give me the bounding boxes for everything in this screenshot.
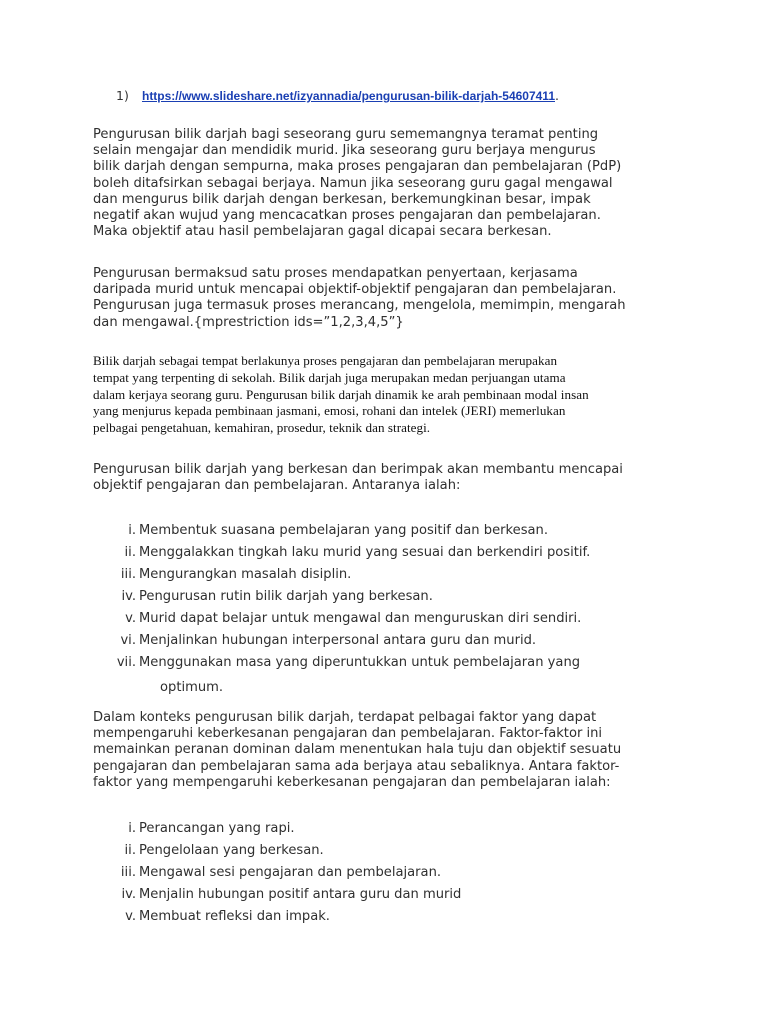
list-item [96, 587, 696, 609]
paragraph-line: Maka objektif atau hasil pembelajaran gagal dicapai secara berkesan. [93, 224, 552, 240]
list-numeral: ii. [124, 545, 136, 560]
reference-number: 1) [116, 88, 129, 103]
list-item-text: Menjalin hubungan positif antara guru dan murid [139, 887, 462, 902]
list-numeral: v. [125, 909, 136, 924]
reference-line [116, 88, 559, 103]
paragraph-line: yang menjurus kepada pembinaan jasmani, emosi, rohani dan intelek (JERI) memerlukan [93, 403, 566, 419]
list-item-text: Membentuk suasana pembelajaran yang positif dan berkesan. [139, 523, 549, 538]
list-item-continuation: optimum. [160, 680, 224, 695]
paragraph-line: pengajaran dan pembelajaran sama ada berjaya atau sebaliknya. Antara faktor- [93, 758, 620, 774]
list-item [96, 885, 696, 907]
list-numeral: iv. [121, 589, 136, 604]
list-numeral: vii. [116, 655, 136, 670]
list-item [96, 819, 696, 841]
list-numeral: ii. [124, 843, 136, 858]
paragraph-line: Pengurusan bilik darjah bagi seseorang guru sememangnya teramat penting [93, 127, 599, 142]
reference-link[interactable]: https://www.slideshare.net/izyannadia/pengurusan-bilik-darjah-54607411 [141, 89, 555, 103]
list-item [96, 863, 696, 885]
paragraph-line: daripada murid untuk mencapai objektif-objektif pengajaran dan pembelajaran. [93, 282, 617, 298]
list-item [96, 543, 696, 565]
list-numeral: vi. [120, 633, 136, 648]
list-item [96, 521, 696, 543]
list-item-text: Mengurangkan masalah disiplin. [139, 567, 352, 582]
list-item [96, 841, 696, 863]
paragraph-line: selain mengajar dan mendidik murid. Jika seseorang guru berjaya mengurus [93, 143, 596, 159]
factors-list [96, 819, 696, 929]
objectives-list [96, 521, 696, 697]
list-item-text: Pengurusan rutin bilik darjah yang berkesan. [139, 589, 433, 604]
list-item [96, 631, 696, 653]
list-item-text: Menjalinkan hubungan interpersonal antara guru dan murid. [139, 633, 537, 648]
paragraph-line: dalam kerjaya seorang guru. Pengurusan bilik darjah dinamik ke arah pembinaan modal insan [93, 386, 589, 402]
list-item-text: Pengelolaan yang berkesan. [139, 843, 324, 858]
paragraph-line: negatif akan wujud yang mencacatkan proses pengajaran dan pembelajaran. [93, 208, 601, 224]
list-item-text: Perancangan yang rapi. [139, 821, 295, 836]
list-numeral: i. [128, 821, 136, 836]
reference-trail: . [555, 88, 559, 103]
paragraph-objectives [93, 462, 683, 494]
list-item-text: Menggunakan masa yang diperuntukkan untuk pembelajaran yang [139, 655, 581, 670]
paragraph-line: pelbagai pengetahuan, kemahiran, prosedur, teknik dan strategi. [93, 420, 431, 436]
list-item [96, 609, 696, 631]
list-item [96, 653, 696, 675]
list-item-text: Membuat refleksi dan impak. [139, 909, 330, 924]
paragraph-line: Pengurusan bilik darjah yang berkesan dan berimpak akan membantu mencapai [93, 462, 623, 477]
paragraph-line: Dalam konteks pengurusan bilik darjah, terdapat pelbagai faktor yang dapat [93, 710, 597, 725]
list-numeral: iii. [120, 567, 136, 582]
list-item [96, 565, 696, 587]
paragraph-line: Pengurusan juga termasuk proses merancang, mengelola, memimpin, mengarah [93, 298, 626, 314]
list-item-text: Murid dapat belajar untuk mengawal dan menguruskan diri sendiri. [139, 611, 582, 626]
paragraph-line: Pengurusan bermaksud satu proses mendapatkan penyertaan, kerjasama [93, 266, 578, 281]
paragraph-classroom [93, 353, 683, 437]
paragraph-line: dan mengawal.{mprestriction ids=”1,2,3,4,5”} [93, 314, 404, 330]
paragraph-line: objektif pengajaran dan pembelajaran. Antaranya ialah: [93, 478, 461, 494]
paragraph-line: tempat yang terpenting di sekolah. Bilik darjah juga merupakan medan perjuangan utama [93, 369, 566, 385]
paragraph-line: dan mengurus bilik darjah dengan berkesan, berkemungkinan besar, impak [93, 191, 591, 207]
paragraph-line: faktor yang mempengaruhi keberkesanan pengajaran dan pembelajaran ialah: [93, 774, 611, 790]
list-item [96, 907, 696, 929]
paragraph-line: boleh ditafsirkan sebagai berjaya. Namun jika seseorang guru gagal mengawal [93, 175, 613, 191]
list-numeral: iii. [120, 865, 136, 880]
paragraph-line: bilik darjah dengan sempurna, maka proses pengajaran dan pembelajaran (PdP) [93, 159, 622, 175]
paragraph-factors [93, 710, 683, 791]
list-numeral: v. [125, 611, 136, 626]
list-numeral: iv. [121, 887, 136, 902]
paragraph-line: Bilik darjah sebagai tempat berlakunya proses pengajaran dan pembelajaran merupakan [93, 353, 558, 368]
list-item-text: Mengawal sesi pengajaran dan pembelajaran. [139, 865, 442, 880]
paragraph-line: mempengaruhi keberkesanan pengajaran dan pembelajaran. Faktor-faktor ini [93, 726, 603, 742]
paragraph-line: memainkan peranan dominan dalam menentukan hala tuju dan objektif sesuatu [93, 742, 622, 758]
list-numeral: i. [128, 523, 136, 538]
paragraph-definition [93, 266, 683, 331]
paragraph-intro [93, 127, 683, 240]
list-item-text: Menggalakkan tingkah laku murid yang sesuai dan berkendiri positif. [139, 545, 591, 560]
